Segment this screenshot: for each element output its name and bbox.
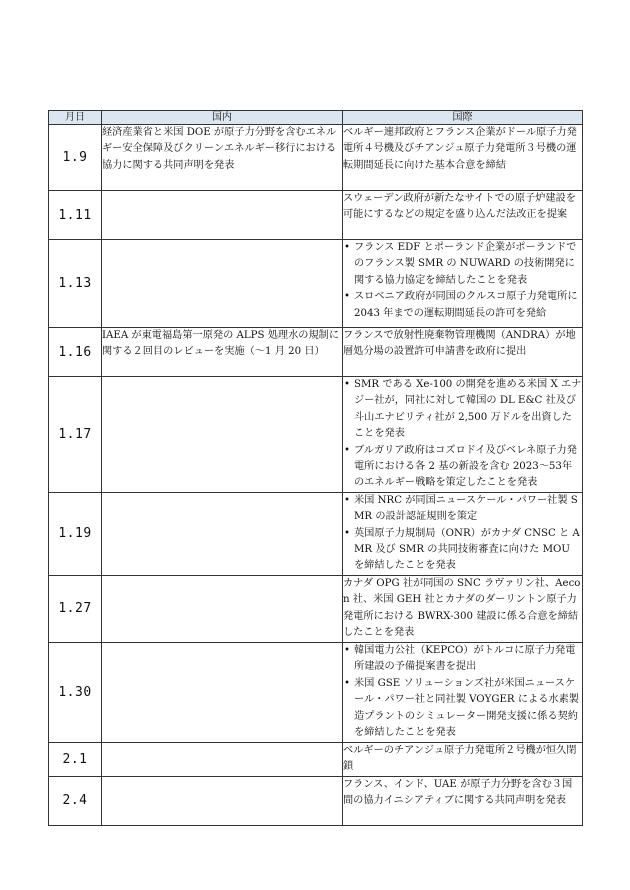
row-domestic: [102, 125, 343, 191]
row-international: [343, 240, 583, 328]
bullet-list: [343, 493, 582, 575]
row-date: 2.4: [49, 776, 102, 825]
table-row: [49, 191, 583, 240]
bullet-item: • 英国原子力規制局（ONR）がカナダ CNSC と AMR 及び SMR の共同技術審査に向けた MOU を締結したことを発表: [354, 526, 582, 575]
row-domestic: [102, 642, 343, 742]
row-international: [343, 575, 583, 642]
row-date: 1.9: [49, 125, 102, 191]
bullet-list: [343, 377, 582, 492]
row-domestic: [102, 575, 343, 642]
row-date: 1.16: [49, 328, 102, 377]
international-text: カナダ OPG 社が同国の SNC ラヴァリン社、Aecon 社、米国 GEH 社とカナダのダーリントン原子力発電所における BWRX-300 建設に係る合意を締結したことを発表: [343, 577, 581, 639]
row-domestic: [102, 492, 343, 575]
table-row: [49, 642, 583, 742]
bullet-item: • フランス EDF とポーランド企業がポーランドでのフランス製 SMR の NUWARD の技術開発に関する協力協定を締結したことを発表: [354, 240, 582, 289]
header-domestic: 国内: [102, 111, 343, 125]
row-date: 1.27: [49, 575, 102, 642]
international-text: ベルギーのチアンジュ原子力発電所２号機が恒久閉鎖: [343, 744, 577, 773]
bullet-item: • スロベニア政府が同国のクルスコ原子力発電所に 2043 年までの運転期間延長の許可を発給: [354, 289, 582, 322]
row-domestic: [102, 240, 343, 328]
international-text: スウェーデン政府が新たなサイトでの原子炉建設を可能にするなどの規定を盛り込んだ法改正を提案: [343, 193, 576, 221]
row-date: 1.11: [49, 191, 102, 240]
table-row: [49, 125, 583, 191]
row-international: [343, 191, 583, 240]
international-text: ベルギー連邦政府とフランス企業がドール原子力発電所４号機及びチアンジュ原子力発電所３号機の運転期間延長に向けた基本合意を締結: [343, 127, 577, 171]
row-date: 1.19: [49, 492, 102, 575]
bullet-item: • 韓国電力公社（KEPCO）がトルコに原子力発電所建設の予備提案書を提出: [354, 643, 582, 676]
header-international: 国際: [343, 111, 583, 125]
header-date: 月日: [49, 111, 102, 125]
row-domestic: [102, 191, 343, 240]
bullet-item: • 米国 GSE ソリューションズ社が米国ニュースケール・パワー社と同社製 VOYGER による水素製造プラントのシミュレーター開発支援に係る契約を締結したことを発表: [354, 676, 582, 742]
row-domestic: [102, 377, 343, 493]
domestic-text: IAEA が東電福島第一原発の ALPS 処理水の規制に関する２回目のレビューを実施（〜1 月 20 日）: [102, 330, 340, 358]
bullet-list: [343, 240, 582, 322]
row-domestic: [102, 776, 343, 825]
table-row: [49, 377, 583, 493]
domestic-text: 経済産業省と米国 DOE が原子力分野を含むエネルギー安全保障及びクリーンエネルギー移行における協力に関する共同声明を発表: [102, 127, 337, 171]
row-international: [343, 492, 583, 575]
table-row: [49, 240, 583, 328]
table-row: [49, 742, 583, 776]
table-row: [49, 328, 583, 377]
row-date: 1.17: [49, 377, 102, 493]
row-international: [343, 328, 583, 377]
row-international: [343, 742, 583, 776]
table-header-row: [49, 111, 583, 125]
row-domestic: [102, 742, 343, 776]
row-date: 1.13: [49, 240, 102, 328]
table-row: [49, 492, 583, 575]
row-domestic: [102, 328, 343, 377]
bullet-item: • ブルガリア政府はコズロドイ及びベレネ原子力発電所における各 2 基の新設を含む 2023〜53年のエネルギー戦略を策定したことを発表: [354, 443, 582, 492]
row-international: [343, 125, 583, 191]
bullet-item: • SMR である Xe-100 の開発を進める米国 X エナジー社が，同社に対して韓国の DL E&C 社及び斗山エナビリティ社が 2,500 万ドルを出資したことを発表: [354, 377, 582, 443]
row-international: [343, 377, 583, 493]
bullet-item: • 米国 NRC が同国ニュースケール・パワー社製 SMR の設計認証規則を策定: [354, 493, 582, 526]
international-text: フランス、インド、UAE が原子力分野を含む３国間の協力イニシアティブに関する共同声明を発表: [343, 778, 573, 807]
row-date: 2.1: [49, 742, 102, 776]
row-international: [343, 642, 583, 742]
table-row: [49, 776, 583, 825]
international-text: フランスで放射性廃棄物管理機関（ANDRA）が地層処分場の設置許可申請書を政府に提出: [343, 330, 576, 358]
table-row: [49, 575, 583, 642]
events-table: [48, 110, 583, 826]
row-international: [343, 776, 583, 825]
bullet-list: [343, 643, 582, 741]
row-date: 1.30: [49, 642, 102, 742]
